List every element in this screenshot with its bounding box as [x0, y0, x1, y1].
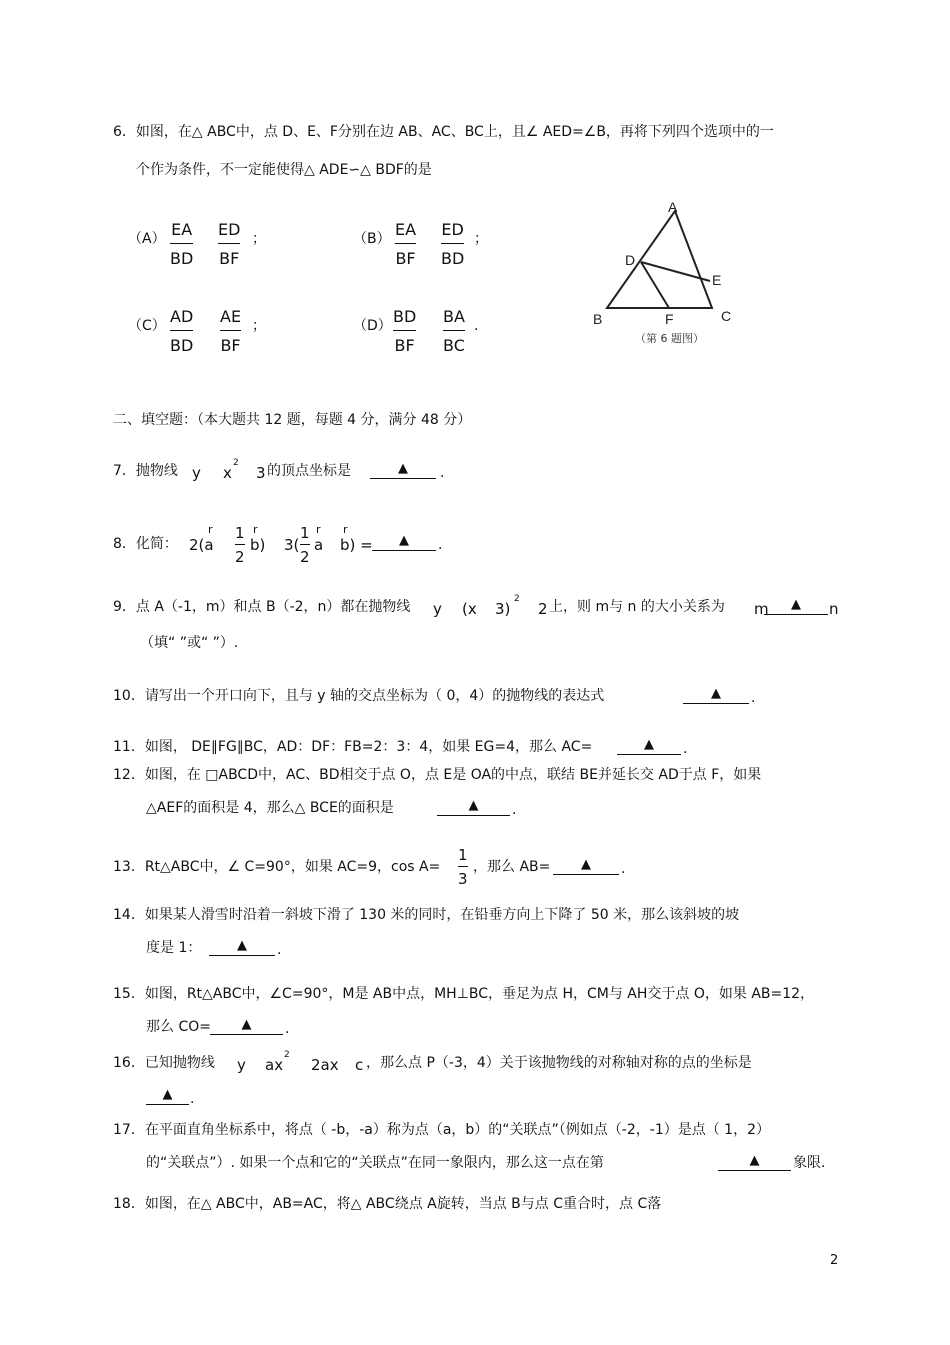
q17-suffix: 象限.: [793, 1155, 826, 1171]
q6-option-b-label: （B）: [353, 231, 391, 247]
q9-two: 2: [538, 600, 548, 618]
q9-y: y: [433, 600, 442, 618]
q6-line1: 6．如图，在△ ABC中，点 D、E、F分别在边 AB、AC、BC上，且∠ AED=∠B，再将下列四个选项中的一: [113, 124, 774, 140]
q6-triangle-figure: [585, 195, 745, 355]
q14-end: .: [277, 942, 282, 958]
q17-line2: 的“关联点”）. 如果一个点和它的“关联点”在同一象限内，那么这一点在第: [146, 1155, 604, 1171]
q6-line2: 个作为条件，不一定能使得△ ADE∽△ BDF的是: [136, 162, 432, 178]
q15-end: .: [285, 1021, 290, 1037]
q9-answer-blank[interactable]: ▲: [764, 598, 828, 613]
q14-line1: 14．如果某人滑雪时沿着一斜坡下滑了 130 米的同时，在铅垂方向上下降了 50 米，那么该斜坡的坡: [113, 907, 740, 923]
q9-three-term: 3): [495, 600, 511, 618]
q6-option-a-end: ；: [252, 231, 266, 247]
q16-suffix: ，那么点 P（-3，4）关于该抛物线的对称轴对称的点的坐标是: [366, 1055, 752, 1071]
q7-end: .: [440, 465, 445, 481]
q10-end: .: [751, 690, 756, 706]
q12-line2: △AEF的面积是 4，那么△ BCE的面积是: [146, 800, 394, 816]
label-c: C: [721, 308, 732, 324]
label-f: F: [665, 311, 674, 327]
q8-vector-a-1: r: [208, 523, 213, 536]
q10-answer-blank[interactable]: ▲: [683, 687, 749, 702]
page-number: 2: [830, 1253, 839, 1268]
q9-prefix: 9．点 A（-1，m）和点 B（-2，n）都在抛物线: [113, 599, 411, 615]
q12-end: .: [512, 802, 517, 818]
q12-answer-blank[interactable]: ▲: [437, 799, 510, 814]
q9-middle: 上，则 m与 n 的大小关系为: [549, 599, 725, 615]
q6-option-a-fraction-1: $\frac{EA}{BD}$: [170, 220, 194, 268]
q13-cos-fraction: $\frac{1}{3}$: [458, 846, 468, 888]
q13-answer-blank[interactable]: ▲: [553, 858, 619, 873]
q6-option-d-fraction-1: $\frac{BD}{BF}$: [393, 307, 417, 355]
q6-option-b-fraction-1: $\frac{EA}{BF}$: [395, 220, 417, 268]
q13-suffix: ，那么 AB=: [473, 859, 551, 875]
q6-option-a-fraction-2: $\frac{ED}{BF}$: [218, 220, 241, 268]
q6-option-b-end: ；: [474, 231, 488, 247]
q15-line1: 15．如图，Rt△ABC中，∠C=90°，M是 AB中点，MH⊥BC，垂足为点 H，CM与 AH交于点 O，如果 AB=12，: [113, 986, 815, 1002]
q9-line2: （填“ ”或“ ”）.: [140, 635, 239, 651]
q8-term-1: 2(a: [189, 536, 214, 554]
q8-term-3: 3(: [284, 536, 300, 554]
q7-y: y: [192, 464, 201, 482]
q6-option-d-label: （D）: [353, 318, 392, 334]
q11-answer-blank[interactable]: ▲: [617, 738, 681, 753]
q8-term-2: b): [250, 536, 266, 554]
q8-answer-blank[interactable]: ▲: [372, 534, 436, 549]
q16-y: y: [237, 1056, 246, 1074]
q6-option-c-label: （C）: [128, 318, 166, 334]
q8-term-5: b) =: [340, 536, 373, 554]
q8-fraction-half-2: $\frac{1}{2}$: [300, 524, 310, 566]
q10-text: 10．请写出一个开口向下，且与 y 轴的交点坐标为（ 0，4）的抛物线的表达式: [113, 688, 605, 704]
section-2-heading: 二、填空题：（本大题共 12 题，每题 4 分，满分 48 分）: [113, 412, 472, 428]
q8-vector-b-2: r: [343, 523, 348, 536]
q13-prefix: 13．Rt△ABC中，∠ C=90°，如果 AC=9，cos A=: [113, 859, 441, 875]
q11-text: 11．如图， DE∥FG∥BC，AD：DF：FB=2：3：4，如果 EG=4，那么 AC=: [113, 739, 593, 755]
label-a: A: [668, 199, 678, 215]
q7-prefix: 7．抛物线: [113, 463, 178, 479]
q9-n: n: [829, 600, 839, 618]
label-b: B: [593, 311, 603, 327]
q6-option-c-fraction-2: $\frac{AE}{BF}$: [220, 307, 242, 355]
q18-text: 18．如图，在△ ABC中，AB=AC，将△ ABC绕点 A旋转，当点 B与点 C重合时，点 C落: [113, 1196, 662, 1212]
q8-end: .: [438, 537, 443, 553]
q16-end: .: [190, 1091, 195, 1107]
q7-answer-blank[interactable]: ▲: [370, 462, 436, 477]
q17-line1: 17．在平面直角坐标系中，将点（ -b，-a）称为点（a，b）的“关联点”（例如点（-2，-1）是点（ 1，2）: [113, 1122, 770, 1138]
label-d: D: [625, 252, 636, 268]
q16-exponent: 2: [284, 1050, 290, 1060]
q15-answer-blank[interactable]: ▲: [210, 1018, 283, 1033]
q12-line1: 12．如图，在 □ABCD中，AC、BD相交于点 O，点 E是 OA的中点，联结 BE并延长交 AD于点 F，如果: [113, 767, 762, 783]
q8-fraction-half-1: $\frac{1}{2}$: [235, 524, 245, 566]
q7-three: 3: [256, 464, 266, 482]
figure-caption: （第 6 题图）: [635, 332, 704, 345]
q9-x-term: (x: [462, 600, 477, 618]
q7-exponent: 2: [233, 458, 239, 468]
q15-line2: 那么 CO=: [146, 1019, 211, 1035]
q6-option-a-label: （A）: [128, 231, 166, 247]
q6-option-c-end: ；: [252, 318, 266, 334]
label-e: E: [712, 272, 722, 288]
q6-option-c-fraction-1: $\frac{AD}{BD}$: [170, 307, 194, 355]
q8-vector-b-1: r: [253, 523, 258, 536]
q8-vector-a-2: r: [316, 523, 321, 536]
q16-answer-blank[interactable]: ▲: [146, 1088, 189, 1103]
q11-end: .: [683, 741, 688, 757]
q16-c: c: [355, 1056, 364, 1074]
q8-term-4: a: [314, 536, 324, 554]
q6-option-d-fraction-2: $\frac{BA}{BC}$: [443, 307, 465, 355]
q13-end: .: [621, 861, 626, 877]
q17-answer-blank[interactable]: ▲: [718, 1154, 791, 1169]
q16-prefix: 16．已知抛物线: [113, 1055, 215, 1071]
q16-2ax: 2ax: [311, 1056, 339, 1074]
q7-x: x: [223, 464, 232, 482]
q6-option-d-end: .: [474, 318, 479, 334]
q16-ax: ax: [265, 1056, 284, 1074]
q9-exponent: 2: [514, 594, 520, 604]
q14-answer-blank[interactable]: ▲: [209, 939, 275, 954]
q7-suffix: 的顶点坐标是: [267, 463, 351, 479]
q14-line2: 度是 1：: [146, 940, 202, 956]
q8-prefix: 8．化简：: [113, 536, 178, 552]
q9-m: m: [754, 600, 769, 618]
q6-option-b-fraction-2: $\frac{ED}{BD}$: [441, 220, 465, 268]
